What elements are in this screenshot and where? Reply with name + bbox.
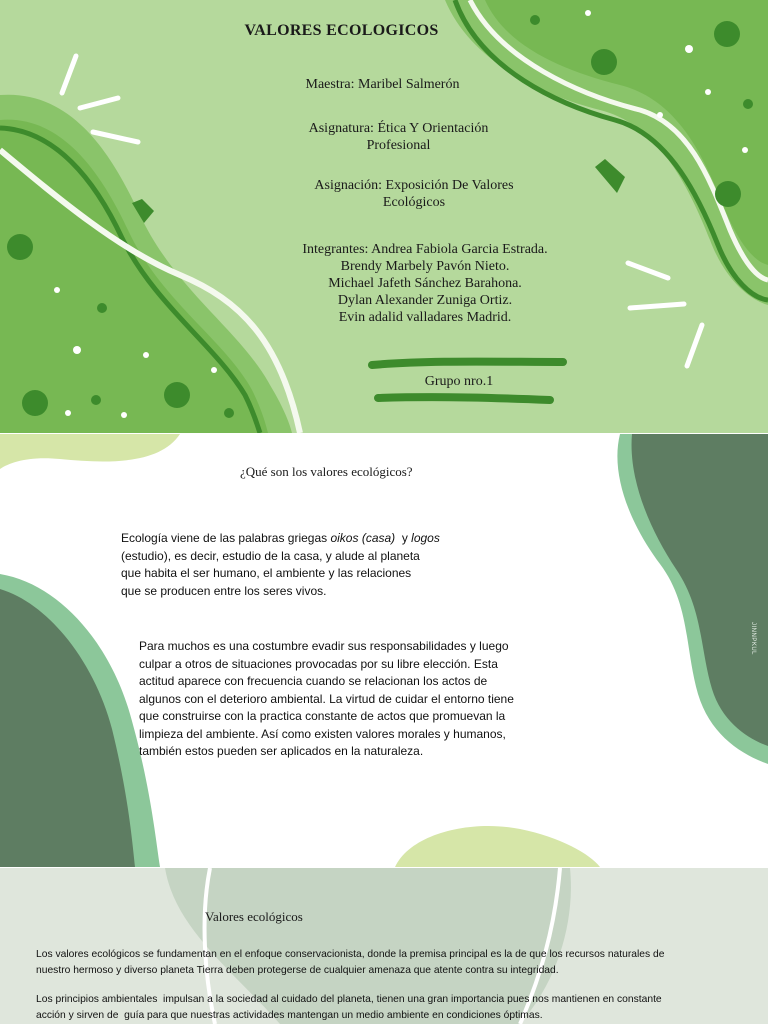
definition-conjunction: y: [395, 531, 412, 545]
definition-logos: logos: [411, 531, 440, 545]
paragraph-line: nuestro hermoso y diverso planeta Tierra deben protegerse de cualquier amenaza que atente contra su integridad.: [36, 964, 559, 976]
definition-line: [121, 530, 501, 548]
paragraph-line: actitud aparece con frecuencia cuando se relacionan los actos de: [139, 674, 488, 688]
member-item: Michael Jafeth Sánchez Barahona.: [328, 276, 522, 291]
assignment-line-2: Ecológicos: [382, 195, 446, 210]
ecology-definition-paragraph: [121, 530, 501, 600]
values-paragraph-2: [36, 992, 766, 1023]
member-item: Dylan Alexander Zuniga Ortiz.: [337, 293, 513, 308]
teacher-line: Maestra: Maribel Salmerón: [305, 77, 460, 92]
definition-line: que habita el ser humano, el ambiente y las relaciones: [121, 566, 412, 580]
cover-background-decoration: [0, 0, 768, 433]
members-list: [0, 241, 768, 326]
member-item: Brendy Marbely Pavón Nieto.: [340, 259, 510, 274]
paragraph-line: algunos con el deterioro ambiental. La virtud de cuidar el entorno tiene: [139, 691, 514, 706]
paragraph-line: también estos pueden ser aplicados en la naturaleza.: [139, 744, 424, 758]
subject-block: [0, 120, 768, 154]
definition-line: que se producen entre los seres vivos.: [121, 583, 327, 598]
member-item: Evin adalid valladares Madrid.: [338, 310, 512, 325]
paragraph-line: Para muchos es una costumbre evadir sus responsabilidades y luego: [139, 639, 509, 653]
paragraph-line: que construirse con la practica constante de actos que promuevan la: [139, 709, 506, 723]
question-heading: ¿Qué son los valores ecológicos?: [240, 464, 413, 479]
paragraph-line: culpar a otros de situaciones provocadas por su libre elección. Esta: [139, 656, 498, 671]
group-label: Grupo nro.1: [424, 374, 494, 389]
cover-title: VALORES ECOLOGICOS: [244, 22, 439, 39]
assignment-block: [0, 177, 768, 211]
subject-line-2: Profesional: [366, 138, 431, 153]
cover-slide: [0, 0, 768, 433]
definition-text: Ecología viene de las palabras griegas: [121, 531, 331, 545]
paragraph-line: Los principios ambientales impulsan a la sociedad al cuidado del planeta, tienen una gran importancia pues nos mantienen en constante: [36, 994, 662, 1005]
paragraph-line: limpieza del ambiente. Así como existen valores morales y humanos,: [139, 726, 506, 741]
definition-line: (estudio), es decir, estudio de la casa, y alude al planeta: [121, 548, 420, 563]
subject-line-1: Asignatura: Ética Y Orientación: [308, 121, 489, 136]
definition-slide: [0, 434, 768, 867]
assignment-line-1: Asignación: Exposición De Valores: [314, 178, 514, 193]
values-paragraph-1: [36, 947, 766, 978]
watermark-text: JINNPKUL: [750, 622, 756, 656]
member-item: Integrantes: Andrea Fabiola Garcia Estrada.: [302, 242, 548, 257]
values-heading: Valores ecológicos: [205, 909, 303, 924]
paragraph-line: acción y sirven de guía para que nuestras actividades mantengan un medio ambiente en condiciones óptimas.: [36, 1009, 543, 1021]
definition-oikos: oikos (casa): [330, 531, 396, 545]
ecological-values-slide: [0, 868, 768, 1024]
responsibility-paragraph: [139, 638, 569, 761]
paragraph-line: Los valores ecológicos se fundamentan en el enfoque conservacionista, donde la premisa principal es la de que los recursos naturales de: [36, 949, 665, 960]
